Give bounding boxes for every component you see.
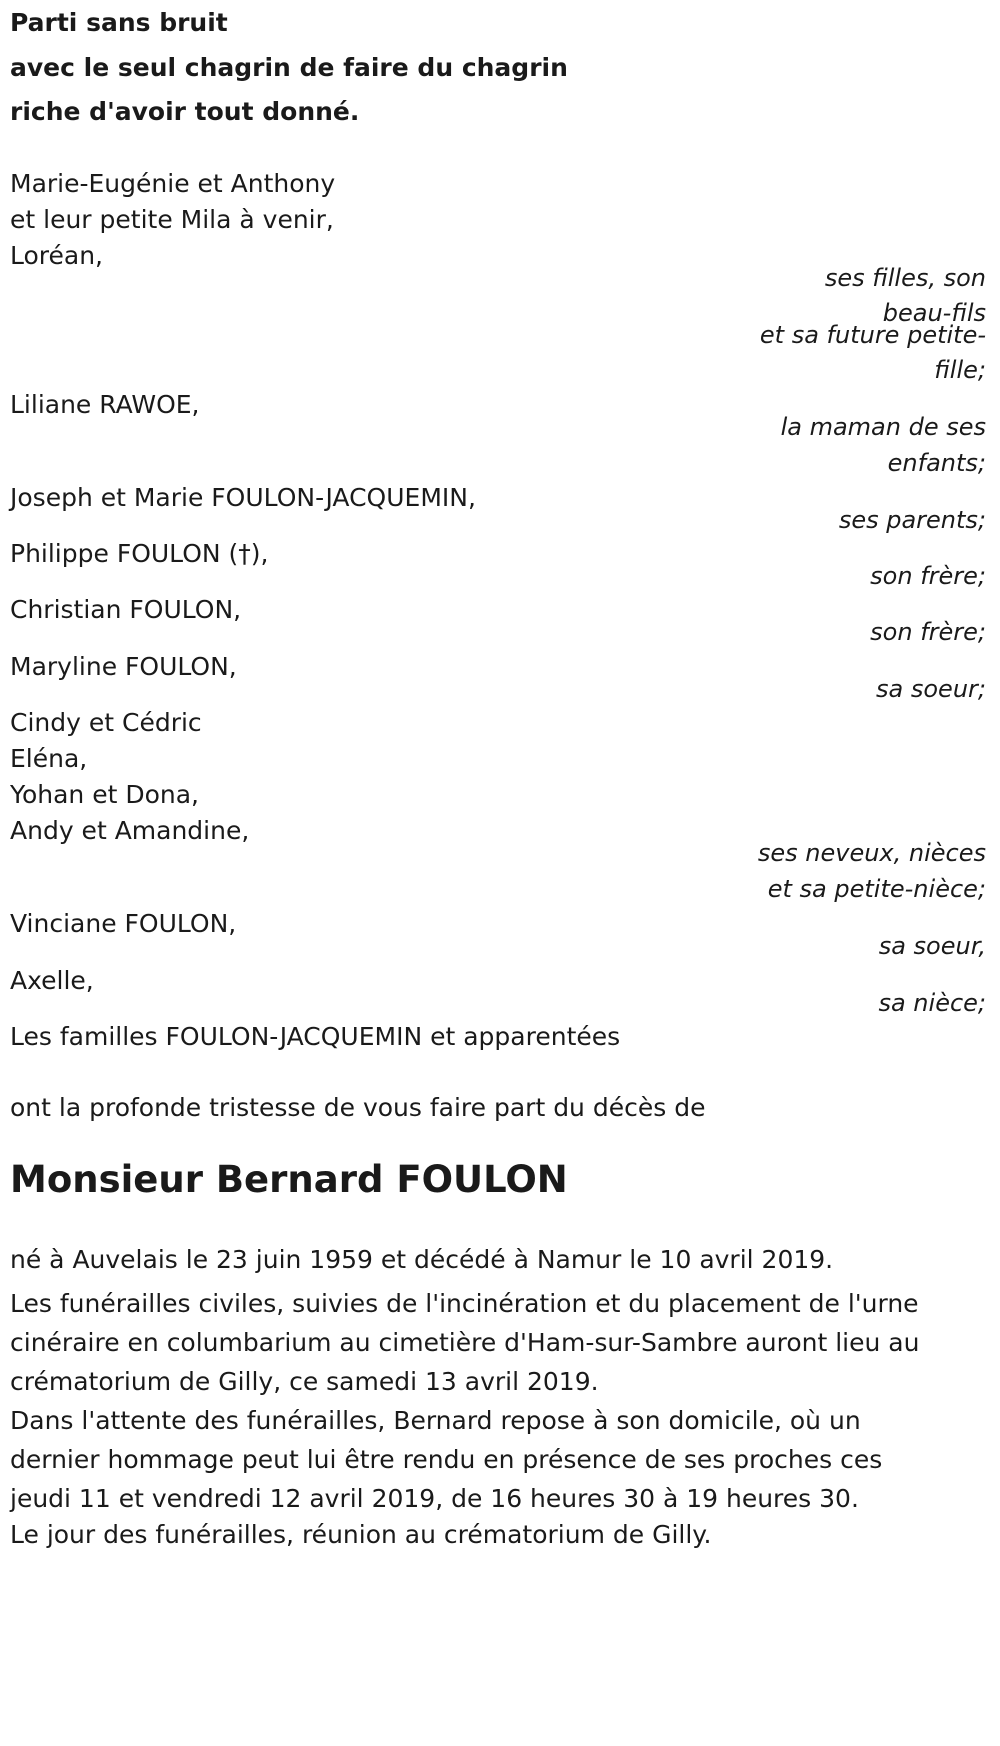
family-name-line: Maryline FOULON, bbox=[10, 652, 237, 681]
family-name-line: Cindy et Cédric bbox=[10, 708, 202, 737]
relation-text: son frère; bbox=[870, 618, 986, 646]
paragraph-line: dernier hommage peut lui être rendu en présence de ses proches ces bbox=[10, 1445, 883, 1474]
family-name-line: Liliane RAWOE, bbox=[10, 390, 200, 419]
relation-text: sa nièce; bbox=[878, 989, 986, 1017]
relation-text: ses neveux, nièces bbox=[757, 839, 986, 867]
paragraph-line: Les funérailles civiles, suivies de l'incinération et du placement de l'urne bbox=[10, 1289, 919, 1318]
announcement-text: ont la profonde tristesse de vous faire part du décès de bbox=[10, 1093, 706, 1122]
family-name-line: Eléna, bbox=[10, 744, 88, 773]
relation-text: son frère; bbox=[870, 562, 986, 590]
family-name-line: Christian FOULON, bbox=[10, 595, 242, 624]
family-name-line: Joseph et Marie FOULON-JACQUEMIN, bbox=[10, 483, 476, 512]
family-name-line: Marie-Eugénie et Anthony bbox=[10, 169, 336, 198]
relation-text: la maman de ses bbox=[780, 413, 986, 441]
epigraph-line-3: riche d'avoir tout donné. bbox=[10, 97, 360, 126]
epigraph-line-2: avec le seul chagrin de faire du chagrin bbox=[10, 53, 568, 82]
paragraph-line: jeudi 11 et vendredi 12 avril 2019, de 16 heures 30 à 19 heures 30. bbox=[10, 1484, 859, 1513]
relation-text: fille; bbox=[934, 356, 986, 384]
family-name-line: Yohan et Dona, bbox=[10, 780, 199, 809]
epigraph-line-1: Parti sans bruit bbox=[10, 8, 228, 37]
relation-text: sa soeur; bbox=[876, 675, 986, 703]
relation-text: ses filles, son bbox=[824, 264, 986, 292]
relation-text: ses parents; bbox=[838, 506, 986, 534]
deceased-name: Monsieur Bernard FOULON bbox=[10, 1158, 568, 1201]
paragraph-line: Dans l'attente des funérailles, Bernard repose à son domicile, où un bbox=[10, 1406, 861, 1435]
birth-death-text: né à Auvelais le 23 juin 1959 et décédé à Namur le 10 avril 2019. bbox=[10, 1245, 834, 1274]
family-name-line: Vinciane FOULON, bbox=[10, 909, 237, 938]
paragraph-line: cinéraire en columbarium au cimetière d'Ham-sur-Sambre auront lieu au bbox=[10, 1328, 920, 1357]
relation-text: et sa future petite- bbox=[759, 321, 986, 349]
relation-text: beau-fils bbox=[882, 299, 986, 327]
relation-text: et sa petite-nièce; bbox=[767, 875, 986, 903]
relation-text: sa soeur, bbox=[878, 932, 986, 960]
family-name-line: et leur petite Mila à venir, bbox=[10, 205, 334, 234]
visitation-paragraph bbox=[10, 1401, 978, 1518]
family-name-line: Philippe FOULON (†), bbox=[10, 539, 269, 568]
family-name-line: Les familles FOULON-JACQUEMIN et apparentées bbox=[10, 1022, 621, 1051]
paragraph-line: crématorium de Gilly, ce samedi 13 avril 2019. bbox=[10, 1367, 599, 1396]
relation-text: enfants; bbox=[887, 449, 986, 477]
family-name-line: Axelle, bbox=[10, 966, 94, 995]
family-name-line: Andy et Amandine, bbox=[10, 816, 250, 845]
family-name-line: Loréan, bbox=[10, 241, 104, 270]
funeral-paragraph bbox=[10, 1284, 978, 1401]
funeral-day-text: Le jour des funérailles, réunion au crématorium de Gilly. bbox=[10, 1520, 712, 1549]
